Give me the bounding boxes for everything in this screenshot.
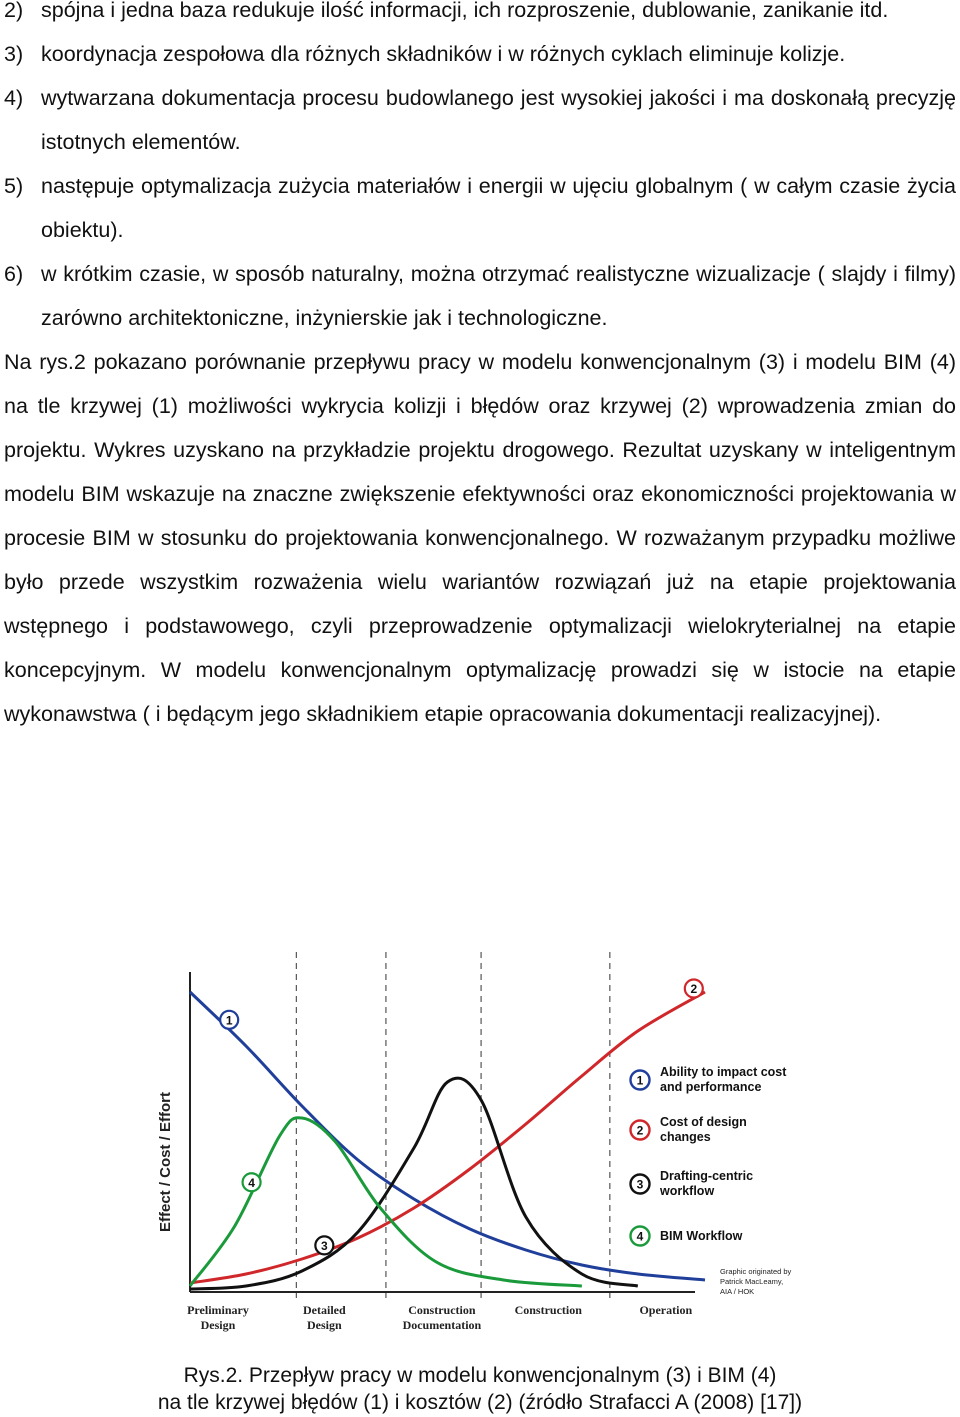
list-item (4, 0, 956, 32)
series-marker-label: 3 (321, 1238, 328, 1253)
legend-marker-label: 4 (636, 1229, 644, 1244)
list-item-text: spójna i jedna baza redukuje ilość informacji, ich rozproszenie, dublowanie, zanikanie itd. (41, 0, 889, 22)
list-item (4, 164, 956, 252)
category-label: Operation (639, 1303, 693, 1317)
series-marker-label: 1 (225, 1013, 233, 1028)
y-axis-label: Effect / Cost / Effort (157, 1091, 174, 1233)
legend-entry-label: Drafting-centric workflow (660, 1169, 754, 1198)
legend-entry-label: Ability to impact cost and performance (660, 1065, 787, 1094)
list-number: 4) (4, 86, 24, 110)
list-item-text: wytwarzana dokumentacja procesu budowlanego jest wysokiej jakości i ma doskonałą precyzję istotnych elementów. (41, 86, 956, 154)
source-note: Graphic originated by Patrick MacLeamy, AIA / HOK (720, 1267, 792, 1296)
legend-marker-label: 1 (636, 1073, 644, 1088)
legend-entry-label: Cost of design changes (660, 1115, 747, 1144)
series-line (190, 992, 705, 1280)
series-marker-label: 4 (248, 1175, 255, 1190)
category-label: Preliminary Design (187, 1303, 249, 1332)
workflow-chart (150, 952, 810, 1342)
figure-caption-line-1: Rys.2. Przepływ pracy w modelu konwencjonalnym (3) i BIM (4) (183, 1364, 777, 1387)
list-item-text: w krótkim czasie, w sposób naturalny, można otrzymać realistyczne wizualizacje ( slajdy i filmy) zarówno architektoniczne, inżynierskie jak i technologiczne. (41, 262, 956, 330)
workflow-figure (150, 952, 810, 1342)
list-item (4, 32, 956, 76)
list-item-text: koordynacja zespołowa dla różnych składników i w różnych cyklach eliminuje kolizje. (41, 42, 846, 66)
numbered-list (4, 0, 956, 736)
list-item (4, 252, 956, 340)
category-label: Detailed Design (303, 1303, 346, 1332)
legend-marker-label: 3 (636, 1177, 644, 1192)
category-label: Construction Documentation (402, 1303, 482, 1332)
list-number: 3) (4, 42, 24, 66)
list-item (4, 76, 956, 164)
body-paragraph: Na rys.2 pokazano porównanie przepływu pracy w modelu konwencjonalnym (3) i modelu BIM (4) na tle krzywej (1) możliwości wykrycia kolizji i błędów oraz krzywej (2) wprowadzenia zmian do projektu. Wykres uzyskano na przykładzie projektu drogowego. Rezultat uzyskany w inteligentnym modelu BIM wskazuje na znaczne zwiększenie efektywności oraz ekonomiczności projektowania w procesie BIM w stosunku do projektowania konwencjonalnego. W rozważanym przypadku możliwe było przede wszystkim rozważenia wielu wariantów rozwiązań już na etapie projektowania wstępnego i podstawowego, czyli przeprowadzenie optymalizacji wielokryterialnej na etapie koncepcyjnym. W modelu konwencjonalnym optymalizację prowadzi się w istocie na etapie wykonawstwa ( i będącym jego składnikiem etapie opracowania dokumentacji realizacyjnej). (4, 350, 956, 726)
list-item-text: następuje optymalizacja zużycia materiałów i energii w ujęciu globalnym ( w całym czasie życia obiektu). (41, 174, 956, 242)
list-number: 5) (4, 174, 24, 198)
list-number: 2) (4, 0, 24, 22)
legend-marker-label: 2 (636, 1123, 644, 1138)
category-label: Construction (514, 1303, 582, 1317)
series-marker-label: 2 (690, 982, 698, 996)
series-line (190, 992, 705, 1283)
legend-entry-label: BIM Workflow (660, 1229, 743, 1243)
figure-caption-line-2: na tle krzywej błędów (1) i kosztów (2) (źródło Strafacci A (2008) [17]) (157, 1391, 803, 1414)
list-number: 6) (4, 262, 24, 286)
